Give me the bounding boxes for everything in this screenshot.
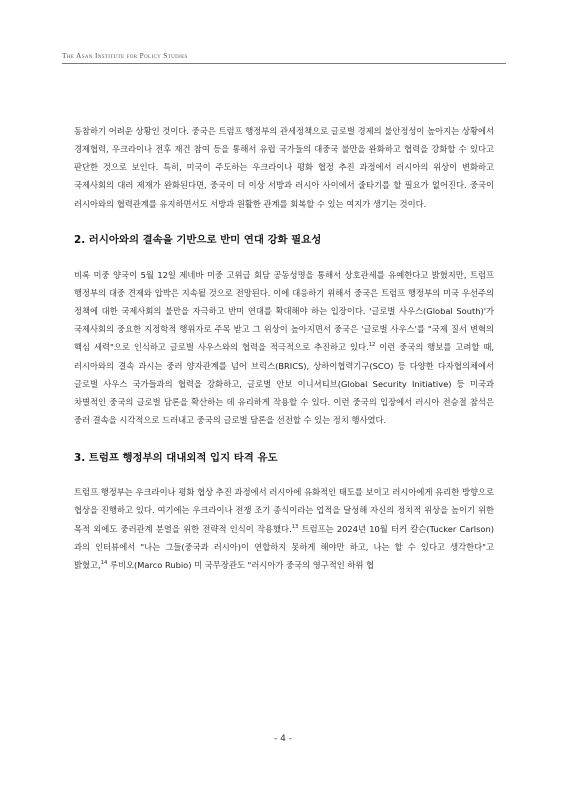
footnote-marker-13[interactable]: 13 [291, 523, 299, 530]
page-number: - 4 - [274, 734, 292, 744]
page-body [74, 122, 494, 574]
section-3-text-part1: 트럼프 행정부는 우크라이나 평화 협상 추진 과정에서 러시아에 유화적인 태도를 보이고 러시아에게 유리한 방향으로 협상을 진행하고 있다. 여기에는 우크라이나 전쟁 조기 종식이라는 업적을 달성해 자신의 정치적 위상을 높이기 위한 목적 외에도 중러관계 분열을 위한 전략적 인식이 작용했다. [74, 487, 494, 534]
section-3-text-part2: 트럼프는 2024년 10월 터커 칼슨(Tucker Carlson)과의 인터뷰에서 "나는 그들(중국과 러시아)이 연합하지 못하게 해야만 하고, 나는 할 수 있다고 생각한다"고 밝혔고, [74, 523, 494, 570]
footnote-marker-14[interactable]: 14 [100, 560, 108, 567]
running-header: The Asan Institute for Policy Studies [62, 51, 188, 60]
section-3-heading: 3. 트럼프 행정부의 대내외적 입지 타격 유도 [74, 452, 278, 465]
section-3-paragraph [74, 483, 494, 574]
header-rule [62, 63, 506, 64]
intro-paragraph: 동참하기 어려운 상황인 것이다. 중국은 트럼프 행정부의 관세정책으로 글로벌 경제의 불안정성이 높아지는 상황에서 경제협력, 우크라이나 전후 재건 참여 등을 통해서 유럽 국가들의 대중국 불만을 완화하고 협력을 강화할 수 있다고 판단한 것으로 보인다. 특히, 미국이 주도하는 우크라이나 평화 협정 추진 과정에서 러시아의 위상이 변화하고 국제사회의 대러 제재가 완화된다면, 중국이 더 이상 서방과 러시아 사이에서 줄타기를 할 필요가 없어진다. 중국이 러시아와의 협력관계를 유지하면서도 서방과 원활한 관계를 회복할 수 있는 여지가 생기는 것이다. [74, 126, 494, 209]
section-2-text-part1: 비록 미중 양국이 5월 12일 제네바 미중 고위급 회담 공동성명을 통해서 상호관세를 유예한다고 밝혔지만, 트럼프 행정부의 대중 견제와 압박은 지속될 것으로 전망된다. 이에 대응하기 위해서 중국은 트럼프 행정부의 미국 우선주의 정책에 대한 국제사회의 불만을 자극하고 반미 연대를 확대해야 하는 입장이다. '글로벌 사우스(Global South)'가 국제사회의 중요한 지정학적 행위자로 주목 받고 그 위상이 높아지면서 중국은 '글로벌 사우스'를 "국제 질서 변혁의 핵심 세력"으로 인식하고 글로벌 사우스와의 협력을 적극적으로 추진하고 있다. [74, 269, 494, 353]
section-2-heading: 2. 러시아와의 결속을 기반으로 반미 연대 강화 필요성 [74, 233, 322, 246]
section-2-paragraph [74, 266, 494, 429]
section-3-text-part3: 루비오(Marco Rubio) 미 국무장관도 "러시아가 중국의 영구적인 하위 협 [107, 559, 375, 570]
section-2-text-part2: 이런 중국의 행보를 고려할 때, 러시아와의 결속 과시는 중러 양자관계를 넘어 브릭스(BRICS), 상하이협력기구(SCO) 등 다양한 다자협의체에서 글로벌 사우스 국가들과의 협력을 강화하고, 글로벌 안보 이니셔티브(Global Security Initiative) 등 미국과 차별적인 중국의 글로벌 담론을 확산하는 데 유리하게 작용할 수 있다. 이런 중국의 입장에서 러시아 전승절 참석은 중러 결속을 시각적으로 드러내고 중국의 글로벌 담론을 선전할 수 있는 정치 행사였다. [74, 342, 494, 426]
footnote-marker-12[interactable]: 12 [368, 342, 376, 349]
